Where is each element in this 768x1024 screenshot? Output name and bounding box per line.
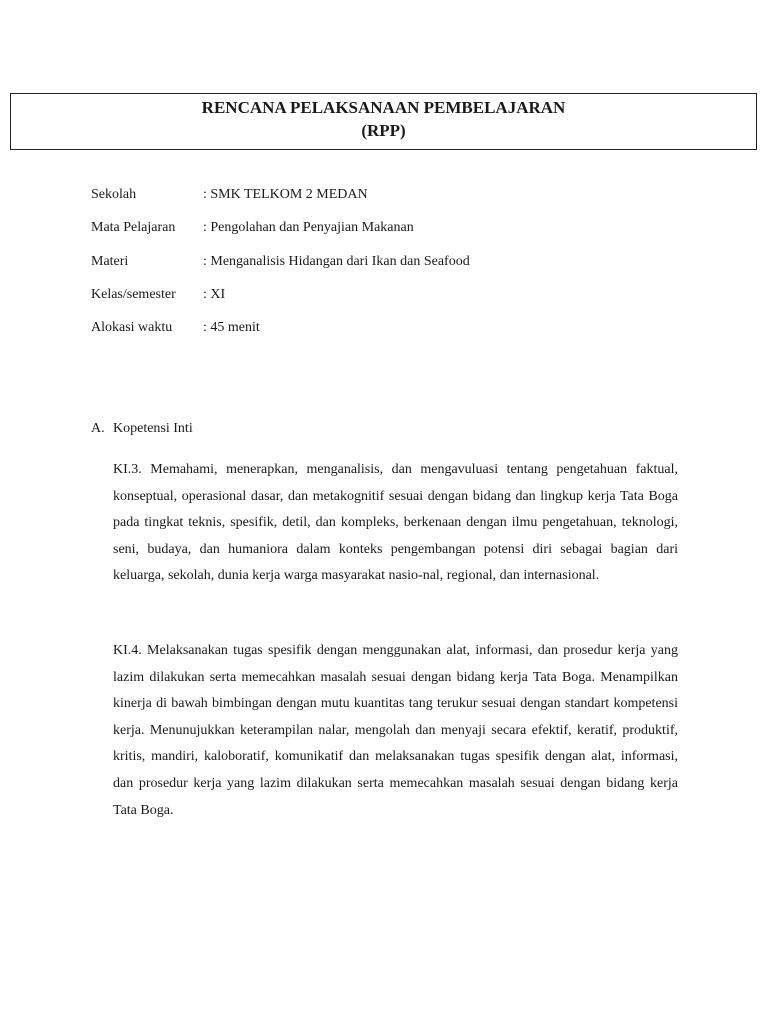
info-row-mata-pelajaran xyxy=(91,219,414,237)
title-box xyxy=(10,93,757,150)
section-title: Kopetensi Inti xyxy=(113,421,193,436)
info-label: Sekolah xyxy=(91,187,137,202)
info-label: Alokasi waktu xyxy=(91,320,173,335)
paragraph-ki4 xyxy=(113,638,678,824)
section-marker: A. xyxy=(91,421,105,436)
section-heading-a xyxy=(91,420,193,438)
info-row-alokasi-waktu xyxy=(91,319,260,337)
info-row-sekolah xyxy=(91,186,368,204)
paragraph-ki3 xyxy=(113,457,678,590)
paragraph-ki3-text: KI.3. Memahami, menerapkan, menganalisis, dan mengavuluasi tentang pengetahuan faktual, konseptual, operasional dasar, dan metakognitif sesuai dengan bidang dan lingkup kerja Tata Boga pada tingkat teknis, spesifik, detil, dan kompleks, berkenaan dengan ilmu pengetahuan, teknologi, seni, budaya, dan humaniora dalam konteks pengembangan potensi diri sebagai bagian dari keluarga, sekolah, dunia kerja warga masyarakat nasio-nal, regional, dan internasional. xyxy=(113,462,678,584)
info-value: : 45 menit xyxy=(203,320,260,335)
document-title: RENCANA PELAKSANAAN PEMBELAJARAN xyxy=(201,98,566,117)
info-label: Kelas/semester xyxy=(91,287,176,302)
info-label: Materi xyxy=(91,254,129,269)
info-value: : Menganalisis Hidangan dari Ikan dan Seafood xyxy=(203,254,470,269)
info-value: : SMK TELKOM 2 MEDAN xyxy=(203,187,368,202)
document-subtitle: (RPP) xyxy=(361,121,406,140)
info-row-kelas-semester xyxy=(91,286,225,304)
paragraph-ki4-text: KI.4. Melaksanakan tugas spesifik dengan menggunakan alat, informasi, dan prosedur kerja yang lazim dilakukan serta memecahkan masalah sesuai dengan bidang kerja Tata Boga. Menampilkan kinerja di bawah bimbingan dengan mutu kuantitas tang terukur sesuai dengan standart kompetensi kerja. Menunujukkan keterampilan nalar, mengolah dan menyaji secara efektif, keratif, produktif, kritis, mandiri, kaloboratif, komunikatif dan melaksanakan tugas spesifik dengan alat, informasi, dan prosedur kerja yang lazim dilakukan serta memecahkan masalah sesuai dengan bidang kerja Tata Boga. xyxy=(113,643,678,818)
info-value: : Pengolahan dan Penyajian Makanan xyxy=(203,220,414,235)
info-value: : XI xyxy=(203,287,226,302)
info-row-materi xyxy=(91,253,470,271)
info-label: Mata Pelajaran xyxy=(91,220,176,235)
